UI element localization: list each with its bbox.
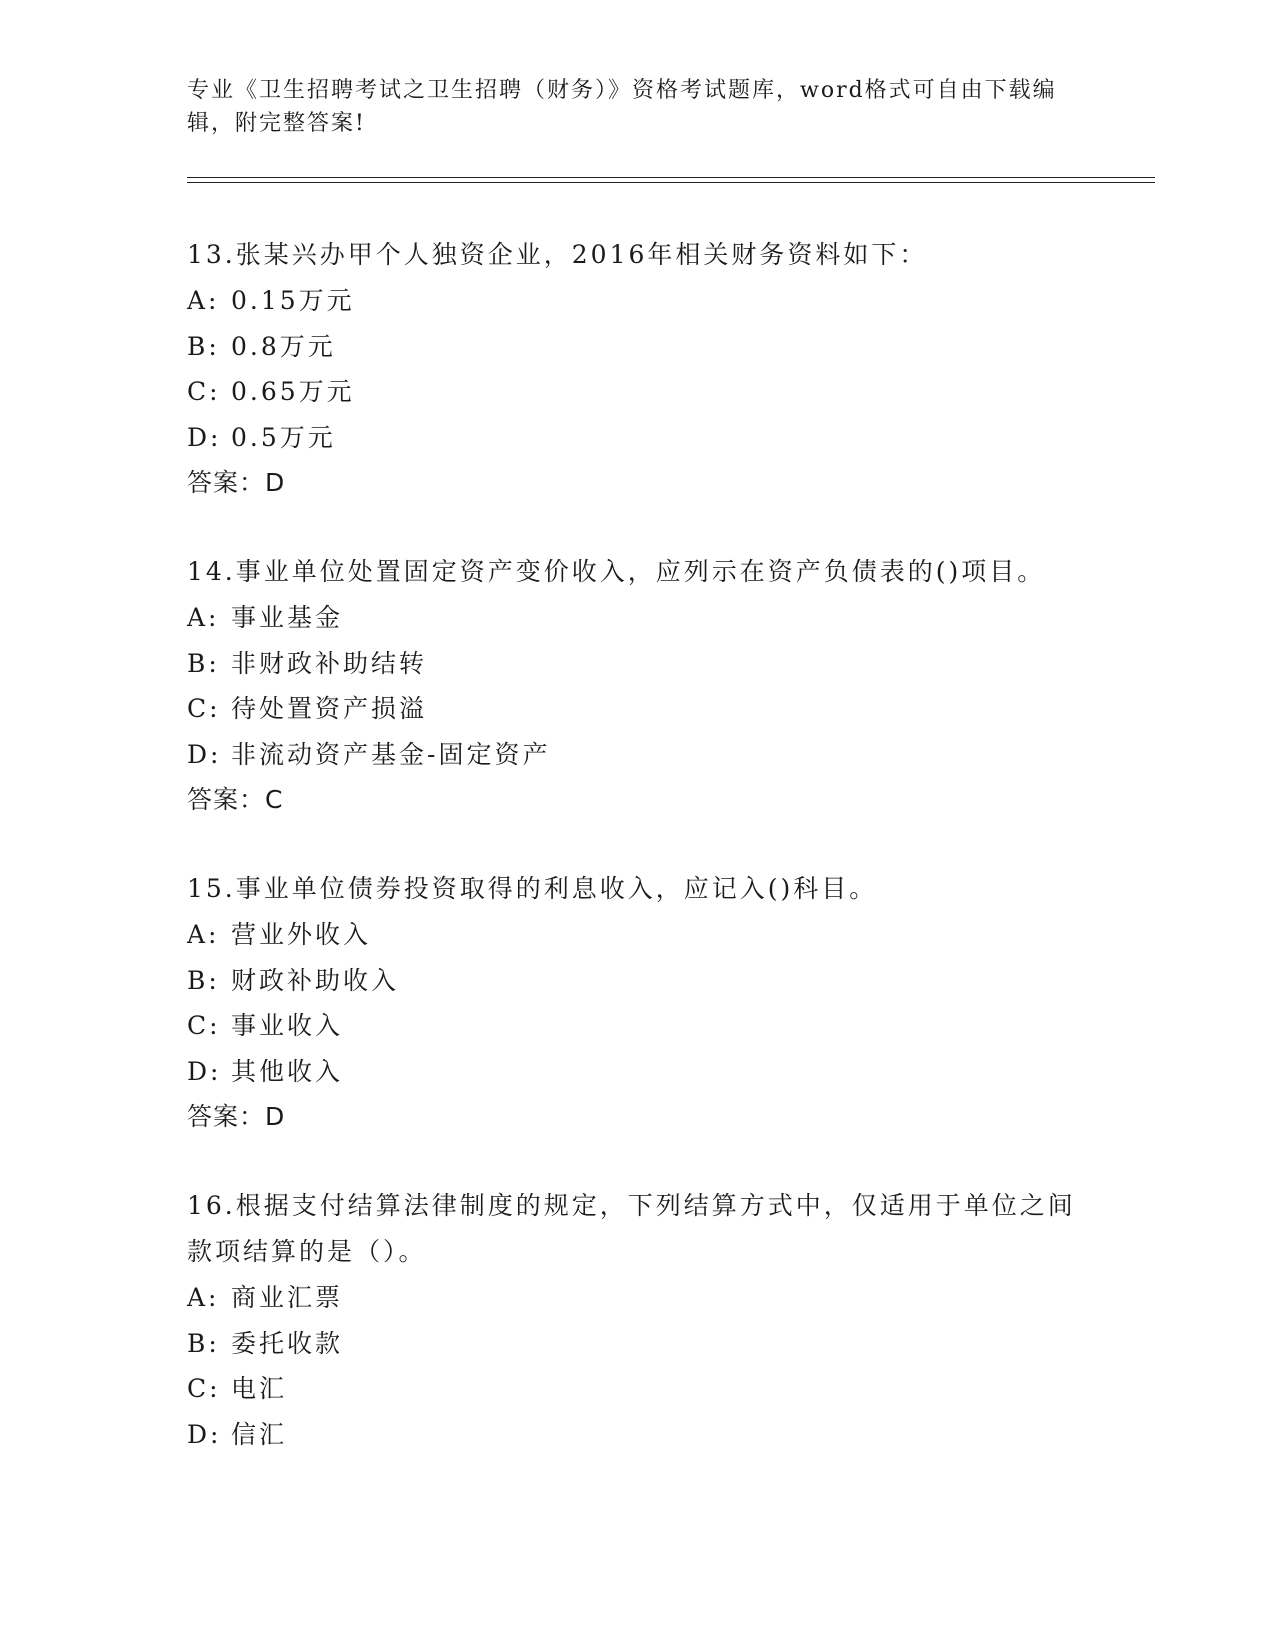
header-divider-bottom xyxy=(187,182,1155,183)
option-text: 电汇 xyxy=(231,1374,288,1403)
option-text: 0.5万元 xyxy=(231,422,336,452)
question-stem: 13.张某兴办甲个人独资企业，2016年相关财务资料如下： xyxy=(187,240,928,269)
header-divider-top xyxy=(187,177,1155,178)
option-label: D: xyxy=(187,422,222,452)
option-b xyxy=(187,324,1087,370)
option-label: A: xyxy=(187,920,220,949)
option-b xyxy=(187,958,1087,1004)
option-d xyxy=(187,1412,1087,1458)
option-text: 0.15万元 xyxy=(231,286,355,315)
question-16 xyxy=(187,1183,1087,1457)
option-b xyxy=(187,641,1087,687)
option-label: D: xyxy=(187,1419,222,1449)
option-a xyxy=(187,1275,1087,1321)
document-header: 专业《卫生招聘考试之卫生招聘（财务）》资格考试题库，word格式可自由下载编辑，附完整答案! xyxy=(187,78,1057,136)
option-a xyxy=(187,278,1087,324)
option-text: 待处置资产损溢 xyxy=(231,694,428,723)
option-a xyxy=(187,912,1087,958)
option-text: 事业基金 xyxy=(231,603,344,632)
answer: 答案：D xyxy=(187,468,286,497)
option-label: C: xyxy=(187,377,221,406)
option-text: 财政补助收入 xyxy=(231,965,400,995)
option-c xyxy=(187,686,1087,732)
option-d xyxy=(187,732,1087,778)
question-15 xyxy=(187,866,1087,1140)
option-label: B: xyxy=(187,331,220,361)
option-b xyxy=(187,1321,1087,1367)
option-label: A: xyxy=(187,603,220,632)
option-text: 营业外收入 xyxy=(231,920,372,949)
question-14 xyxy=(187,549,1087,823)
option-label: A: xyxy=(187,286,220,315)
option-c xyxy=(187,1003,1087,1049)
option-text: 委托收款 xyxy=(231,1328,344,1358)
option-label: C: xyxy=(187,1011,221,1040)
option-label: A: xyxy=(187,1283,220,1312)
option-a xyxy=(187,595,1087,641)
question-stem: 16.根据支付结算法律制度的规定，下列结算方式中，仅适用于单位之间款项结算的是（）。 xyxy=(187,1191,1076,1266)
option-text: 商业汇票 xyxy=(231,1283,344,1312)
option-text: 非流动资产基金-固定资产 xyxy=(231,739,551,769)
option-label: C: xyxy=(187,694,221,723)
option-text: 其他收入 xyxy=(231,1056,344,1086)
option-label: C: xyxy=(187,1374,221,1403)
option-c xyxy=(187,1366,1087,1412)
question-13 xyxy=(187,232,1087,506)
option-d xyxy=(187,1049,1087,1095)
option-text: 0.65万元 xyxy=(231,377,355,406)
option-label: B: xyxy=(187,648,220,678)
option-text: 信汇 xyxy=(231,1419,288,1449)
option-label: B: xyxy=(187,1328,220,1358)
option-text: 事业收入 xyxy=(231,1011,344,1040)
question-stem: 15.事业单位债券投资取得的利息收入，应记入()科目。 xyxy=(187,874,878,903)
answer: 答案：D xyxy=(187,1102,286,1131)
option-text: 非财政补助结转 xyxy=(231,648,428,678)
option-c xyxy=(187,369,1087,415)
option-label: D: xyxy=(187,739,222,769)
option-text: 0.8万元 xyxy=(231,331,336,361)
question-stem: 14.事业单位处置固定资产变价收入，应列示在资产负债表的()项目。 xyxy=(187,557,1046,586)
answer: 答案：C xyxy=(187,785,284,814)
option-d xyxy=(187,415,1087,461)
option-label: D: xyxy=(187,1056,222,1086)
option-label: B: xyxy=(187,965,220,995)
